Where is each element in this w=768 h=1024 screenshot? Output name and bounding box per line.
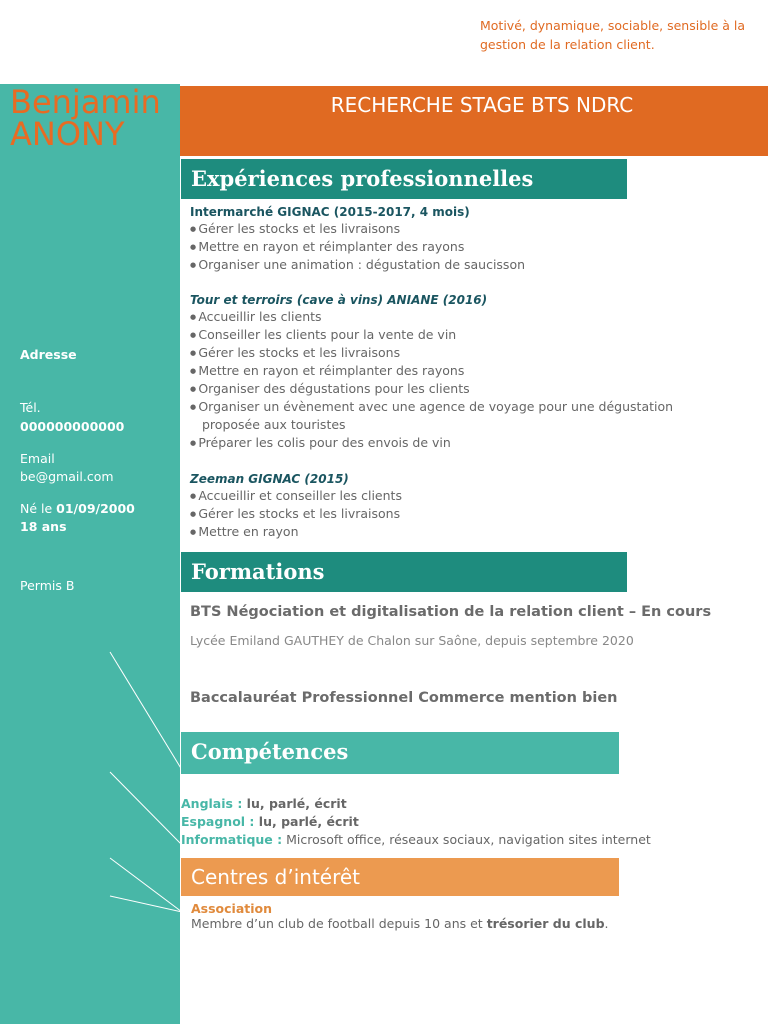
- last-name: ANONY: [10, 115, 125, 153]
- skill-computing: Informatique : Microsoft office, réseaux sociaux, navigation sites internet: [181, 832, 651, 847]
- candidate-name: [10, 83, 161, 153]
- interest-text: Membre d’un club de football depuis 10 ans et trésorier du club.: [191, 916, 609, 931]
- birth-line: Né le 01/09/2000: [20, 501, 135, 516]
- experience-2: [190, 293, 720, 452]
- experience-title: Intermarché GIGNAC (2015-2017, 4 mois): [190, 205, 470, 219]
- bac-title: Baccalauréat Professionnel Commerce mention bien: [190, 690, 618, 706]
- list-item: ● Mettre en rayon et réimplanter des rayons: [190, 362, 720, 380]
- experience-title: Tour et terroirs (cave à vins) ANIANE (2016): [190, 293, 488, 307]
- age: 18 ans: [20, 519, 67, 534]
- experience-3: [190, 472, 720, 541]
- list-item: ● Conseiller les clients pour la vente de vin: [190, 326, 720, 344]
- skill-english: Anglais : lu, parlé, écrit: [181, 796, 347, 811]
- section-interests-header: Centres d’intérêt: [181, 858, 619, 896]
- list-item: ● Mettre en rayon et réimplanter des rayons: [190, 238, 720, 256]
- experience-tasks: [190, 308, 720, 452]
- email-value: be@gmail.com: [20, 469, 114, 484]
- tagline: Motivé, dynamique, sociable, sensible à la gestion de la relation client.: [480, 18, 746, 52]
- experience-tasks: [190, 220, 720, 274]
- list-item: ● Organiser des dégustations pour les clients: [190, 380, 720, 398]
- tel-value: 000000000000: [20, 419, 125, 434]
- list-item: ● Mettre en rayon: [190, 523, 720, 541]
- section-experience-header: Expériences professionnelles: [181, 159, 627, 199]
- experience-title: Zeeman GIGNAC (2015): [190, 472, 349, 486]
- first-name: Benjamin: [10, 83, 161, 121]
- skills-list: [181, 795, 741, 849]
- experience-tasks: [190, 487, 720, 541]
- list-item: ● Préparer les colis pour des envois de vin: [190, 434, 720, 452]
- experience-1: [190, 205, 720, 274]
- list-item: ● Organiser une animation : dégustation de saucisson: [190, 256, 720, 274]
- address-label: Adresse: [20, 347, 77, 362]
- list-item: ● Accueillir et conseiller les clients: [190, 487, 720, 505]
- tel-label: Tél.: [20, 400, 41, 415]
- section-education-header: Formations: [181, 552, 627, 592]
- list-item: ● Gérer les stocks et les livraisons: [190, 220, 720, 238]
- section-skills-header: Compétences: [181, 732, 619, 774]
- interest-title: Association: [191, 901, 273, 916]
- list-item: ● Gérer les stocks et les livraisons: [190, 505, 720, 523]
- bts-title: BTS Négociation et digitalisation de la relation client – En cours: [190, 604, 712, 620]
- skill-spanish: Espagnol : lu, parlé, écrit: [181, 814, 359, 829]
- list-item: ● Gérer les stocks et les livraisons: [190, 344, 720, 362]
- bts-school: Lycée Emiland GAUTHEY de Chalon sur Saône, depuis septembre 2020: [190, 633, 634, 648]
- banner-title: RECHERCHE STAGE BTS NDRC: [330, 93, 634, 117]
- list-item: ● Accueillir les clients: [190, 308, 720, 326]
- interests: [191, 901, 751, 931]
- email-label: Email: [20, 451, 55, 466]
- driving-license: Permis B: [20, 578, 75, 593]
- list-item: ● Organiser un évènement avec une agence de voyage pour une dégustation proposée aux touristes: [190, 398, 720, 434]
